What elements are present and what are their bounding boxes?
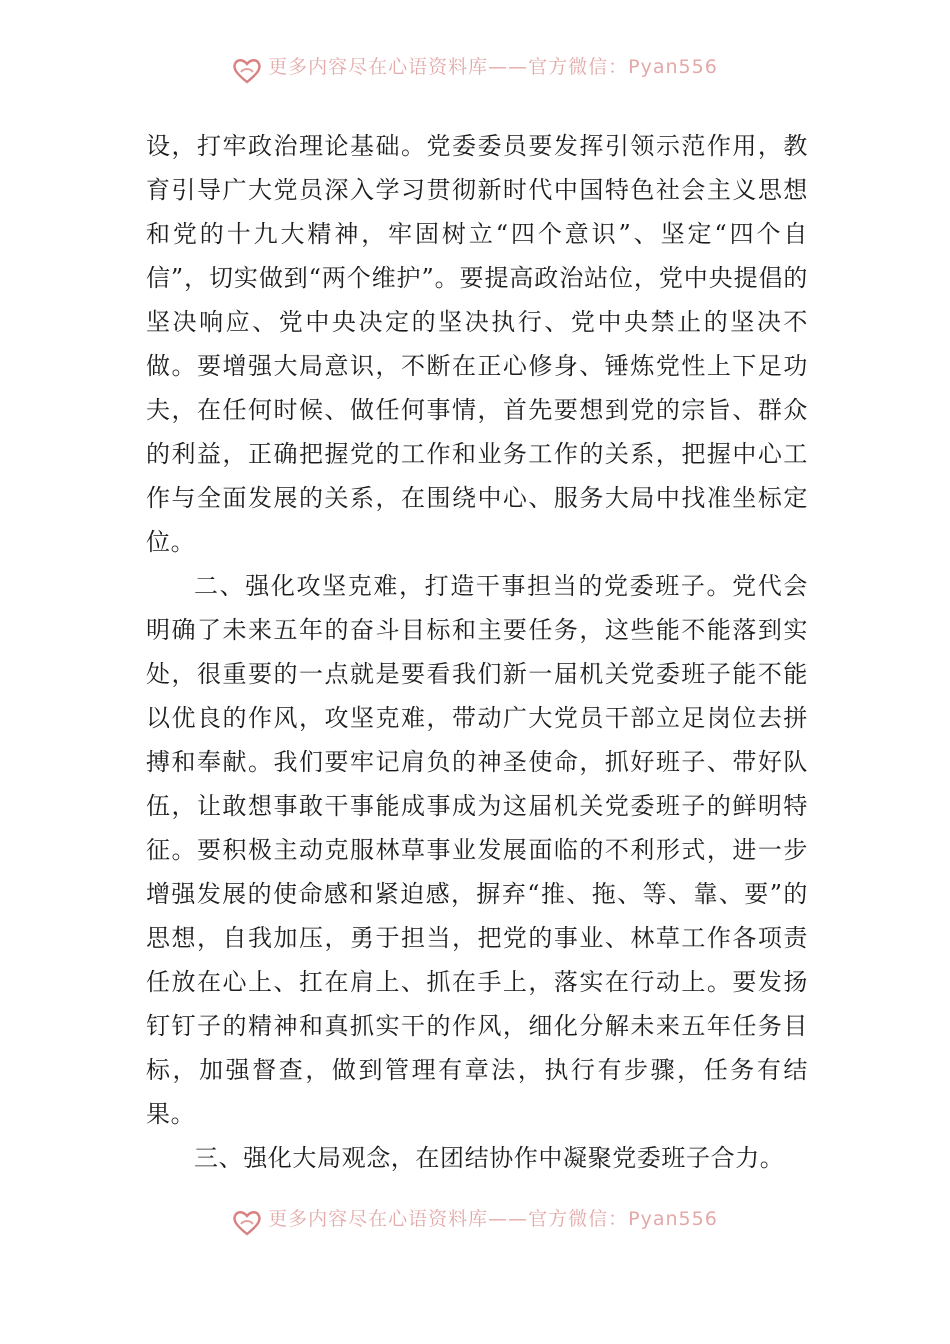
footer-watermark (0, 1208, 950, 1238)
paragraph-section-two: 二、强化攻坚克难，打造干事担当的党委班子。党代会明确了未来五年的奋斗目标和主要任务，这些能不能落到实处，很重要的一点就是要看我们新一届机关党委班子能不能以优良的作风，攻坚克难，带动广大党员干部立足岗位去拼搏和奉献。我们要牢记肩负的神圣使命，抓好班子、带好队伍，让敢想事敢干事能成事成为这届机关党委班子的鲜明特征。要积极主动克服林草事业发展面临的不利形式，进一步增强发展的使命感和紧迫感，摒弃“推、拖、等、靠、要”的思想，自我加压，勇于担当，把党的事业、林草工作各项责任放在心上、扛在肩上、抓在手上，落实在行动上。要发扬钉钉子的精神和真抓实干的作风，细化分解未来五年任务目标，加强督查，做到管理有章法，执行有步骤，任务有结果。 (146, 572, 808, 1128)
watermark-text: 更多内容尽在心语资料库——官方微信：Pyan556 (268, 1208, 718, 1230)
heart-logo-icon (232, 1210, 262, 1236)
document-body (146, 124, 808, 1180)
heart-logo-icon (232, 58, 262, 84)
watermark-text: 更多内容尽在心语资料库——官方微信：Pyan556 (268, 56, 718, 78)
paragraph-section-three: 三、强化大局观念，在团结协作中凝聚党委班子合力。 (194, 1144, 785, 1172)
paragraph-continuation: 设，打牢政治理论基础。党委委员要发挥引领示范作用，教育引导广大党员深入学习贯彻新时代中国特色社会主义思想和党的十九大精神，牢固树立“四个意识”、坚定“四个自信”，切实做到“两个维护”。要提高政治站位，党中央提倡的坚决响应、党中央决定的坚决执行、党中央禁止的坚决不做。要增强大局意识，不断在正心修身、锤炼党性上下足功夫，在任何时候、做任何事情，首先要想到党的宗旨、群众的利益，正确把握党的工作和业务工作的关系，把握中心工作与全面发展的关系，在围绕中心、服务大局中找准坐标定位。 (146, 132, 808, 556)
header-watermark (0, 56, 950, 86)
